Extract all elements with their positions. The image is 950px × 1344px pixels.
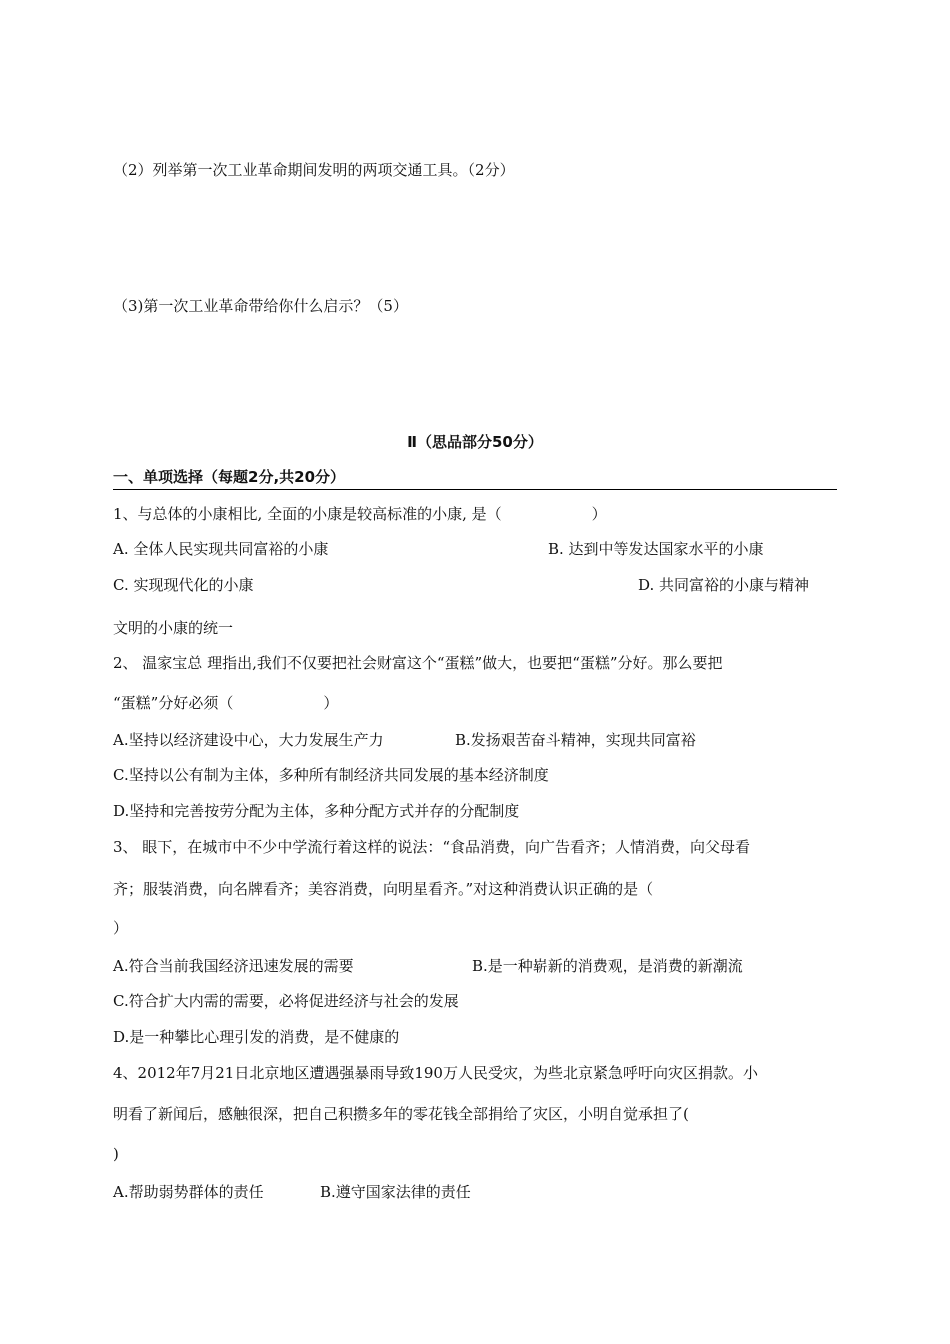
q2-stem-line-2: “蛋糕”分好必须（ ）	[113, 694, 339, 712]
q3-stem-line-2: 齐；服装消费，向名牌看齐；美容消费，向明星看齐。”对这种消费认识正确的是（	[113, 880, 654, 898]
q4-option-a: A.帮助弱势群体的责任	[113, 1183, 264, 1201]
q4-stem-line-2: 明看了新闻后，感触很深，把自己积攒多年的零花钱全部捐给了灾区，小明自觉承担了(	[113, 1105, 689, 1123]
q2-option-a: A.坚持以经济建设中心，大力发展生产力	[113, 731, 384, 749]
q3-option-a: A.符合当前我国经济迅速发展的需要	[113, 957, 354, 975]
q3-stem-line-3: ）	[113, 919, 129, 937]
q2-option-d: D.坚持和完善按劳分配为主体，多种分配方式并存的分配制度	[113, 802, 520, 820]
history-question-3: （3)第一次工业革命带给你什么启示？（5）	[113, 297, 408, 315]
q4-stem-line-1: 4、2012年7月21日北京地区遭遇强暴雨导致190万人民受灾，为些北京紧急呼吁向灾区捐款。小	[113, 1064, 758, 1082]
q2-stem-line-1: 2、 温家宝总 理指出,我们不仅要把社会财富这个“蛋糕”做大，也要把“蛋糕”分好。那么要把	[113, 654, 723, 672]
q4-option-b: B.遵守国家法律的责任	[320, 1183, 471, 1201]
q1-option-b: B. 达到中等发达国家水平的小康	[548, 540, 764, 558]
heading-rule	[113, 489, 837, 490]
q3-option-b: B.是一种崭新的消费观，是消费的新潮流	[472, 957, 743, 975]
q3-stem-line-1: 3、 眼下，在城市中不少中学流行着这样的说法：“食品消费，向广告看齐；人情消费，向父母看	[113, 838, 750, 856]
q3-option-d: D.是一种攀比心理引发的消费，是不健康的	[113, 1028, 400, 1046]
section-title: Ⅱ（思品部分50分）	[407, 433, 543, 451]
part-heading: 一、单项选择（每题2分,共20分）	[113, 468, 346, 486]
q1-option-a: A. 全体人民实现共同富裕的小康	[113, 540, 329, 558]
q1-option-d: D. 共同富裕的小康与精神	[638, 576, 810, 594]
q2-option-c: C.坚持以公有制为主体，多种所有制经济共同发展的基本经济制度	[113, 766, 549, 784]
history-question-2: （2）列举第一次工业革命期间发明的两项交通工具。（2分）	[113, 161, 515, 179]
q4-stem-line-3: )	[113, 1145, 119, 1163]
q2-option-b: B.发扬艰苦奋斗精神，实现共同富裕	[455, 731, 696, 749]
q1-option-c: C. 实现现代化的小康	[113, 576, 254, 594]
q1-stem: 1、与总体的小康相比, 全面的小康是较高标准的小康, 是（ ）	[113, 505, 607, 523]
q3-option-c: C.符合扩大内需的需要，必将促进经济与社会的发展	[113, 992, 459, 1010]
q1-option-d-continued: 文明的小康的统一	[113, 619, 234, 637]
